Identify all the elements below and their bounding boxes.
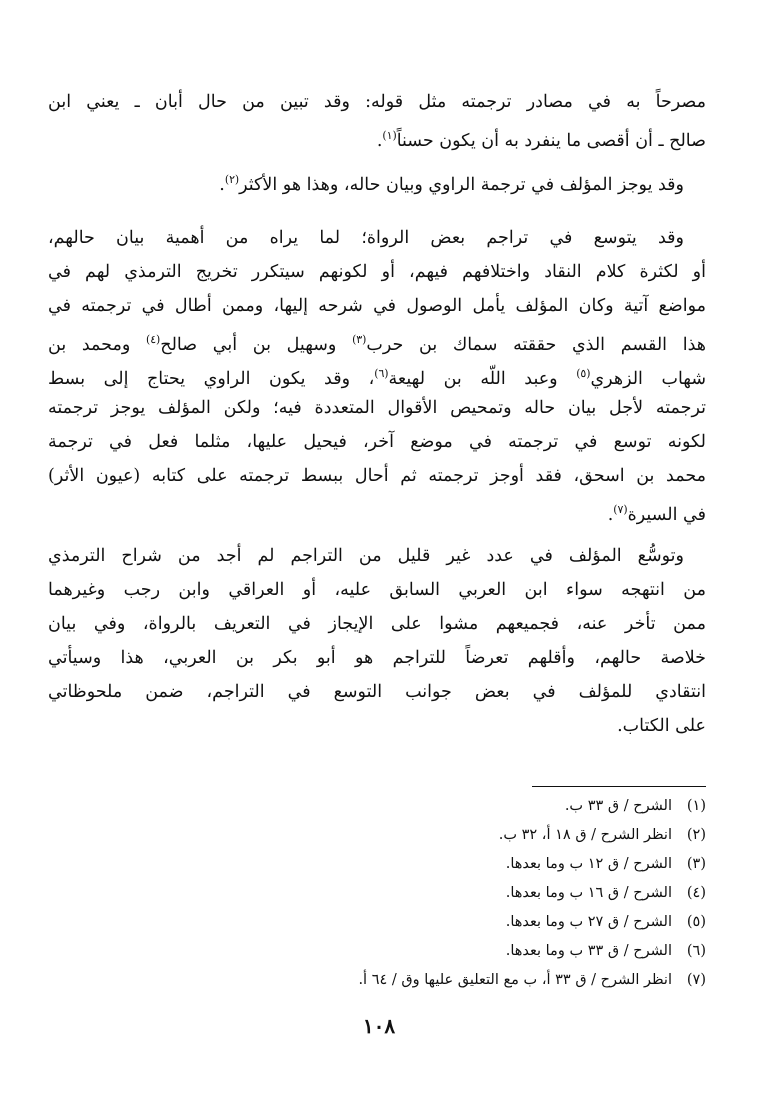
- text-run: شهاب الزهري: [590, 368, 707, 389]
- footnote-ref[interactable]: (٤): [145, 333, 161, 346]
- footnote-item: [499, 824, 706, 848]
- text-line: ترجمته لأجل بيان حاله وتمحيص الأقوال المتعددة فيه؛ ولكن المؤلف يوجز ترجمته: [48, 398, 706, 418]
- text-run: ومحمد بن: [48, 334, 146, 355]
- footnote-text: انظر الشرح / ق ٣٣ أ، ب مع التعليق عليها وق / ٦٤ أ.: [358, 972, 672, 988]
- text-line: وتوسُّع المؤلف في عدد غير قليل من التراجم لم أجد من شراح الترمذي: [48, 546, 684, 566]
- footnote-number: (٣): [686, 856, 706, 872]
- text-line: [48, 324, 706, 358]
- text-line: لكونه توسع في ترجمته في موضع آخر، فيحيل عليها، مثلما فعل في ترجمة: [48, 432, 706, 452]
- page-number: ١٠٨: [362, 1014, 396, 1038]
- text-run: .: [607, 504, 614, 525]
- footnote-text: الشرح / ق ٣٣ ب.: [564, 798, 672, 814]
- footnote-item: [506, 911, 706, 935]
- footnote-text: الشرح / ق ٢٧ ب وما بعدها.: [505, 914, 672, 930]
- footnote-item: [506, 940, 706, 964]
- text-line: [219, 164, 684, 198]
- footnote-number: (٢): [686, 827, 706, 843]
- footnote-item: [506, 882, 706, 906]
- text-run: .: [376, 130, 383, 151]
- text-line: خلاصة حالهم، وأقلهم تعرضاً للتراجم هو أبو بكر بن العربي، هذا وسيأتي: [48, 648, 706, 668]
- text-run: هذا القسم الذي حققته سماك بن حرب: [366, 334, 706, 355]
- text-line: محمد بن اسحق، فقد أوجز ترجمته ثم أحال ببسط ترجمته على كتابه (عيون الأثر): [48, 466, 706, 486]
- text-line: مواضع آتية وكان المؤلف يأمل الوصول في شرحه إليها، وممن أطال في ترجمته في: [48, 296, 706, 316]
- text-line: مصرحاً به في مصادر ترجمته مثل قوله: وقد تبين من حال أبان ـ يعني ابن: [48, 92, 706, 112]
- footnote-item: [358, 969, 706, 993]
- text-line: ممن تأخر عنه، فجميعهم مشوا على الإيجاز في التعريف بالرواة، وفي بيان: [48, 614, 706, 634]
- text-line: انتقادي للمؤلف في بعض جوانب التوسع في التراجم، ضمن ملحوظاتي: [48, 682, 706, 702]
- text-line: [608, 494, 706, 528]
- footnote-text: الشرح / ق ١٦ ب وما بعدها.: [505, 885, 672, 901]
- text-run: صالح ـ أن أقصى ما ينفرد به أن يكون حسناً: [396, 130, 706, 151]
- footnote-ref[interactable]: (٥): [576, 367, 591, 380]
- text-line: [377, 120, 706, 154]
- text-run: وعبد اللّه بن لهيعة: [388, 368, 577, 389]
- text-line: على الكتاب.: [617, 716, 706, 736]
- text-run: .: [219, 174, 225, 195]
- text-line: من انتهجه سواء ابن العربي السابق عليه، أو العراقي وابن رجب وغيرهما: [48, 580, 706, 600]
- footnote-number: (٥): [686, 914, 706, 930]
- footnote-number: (٧): [686, 972, 706, 988]
- footnote-text: انظر الشرح / ق ١٨ أ، ٣٢ ب.: [498, 827, 672, 843]
- footnote-number: (١): [686, 798, 706, 814]
- footnote-ref[interactable]: (٦): [374, 367, 389, 380]
- text-run: في السيرة: [627, 504, 706, 525]
- footnote-ref[interactable]: (١): [382, 129, 397, 142]
- footnote-item: [506, 853, 706, 877]
- text-run: ، وقد يكون الراوي يحتاج إلى بسط: [48, 368, 375, 389]
- text-line: [48, 358, 706, 392]
- text-run: وسهيل بن أبي صالح: [160, 334, 353, 355]
- footnote-ref[interactable]: (٣): [352, 333, 367, 346]
- text-run: وقد يوجز المؤلف في ترجمة الراوي وبيان حاله، وهذا هو الأكثر: [239, 174, 684, 195]
- footnote-text: الشرح / ق ١٢ ب وما بعدها.: [505, 856, 672, 872]
- footnote-ref[interactable]: (٢): [224, 173, 240, 186]
- footnote-item: [565, 795, 706, 819]
- footnote-separator: [532, 786, 706, 787]
- text-line: أو لكثرة كلام النقاد واختلافهم فيهم، أو لكونهم سيتكرر تخريج الترمذي لهم في: [48, 262, 706, 282]
- footnote-text: الشرح / ق ٣٣ ب وما بعدها.: [505, 943, 672, 959]
- footnote-number: (٤): [686, 885, 706, 901]
- text-line: وقد يتوسع في تراجم بعض الرواة؛ لما يراه من أهمية بيان حالهم،: [48, 228, 684, 248]
- footnote-ref[interactable]: (٧): [613, 503, 628, 516]
- footnote-number: (٦): [686, 943, 706, 959]
